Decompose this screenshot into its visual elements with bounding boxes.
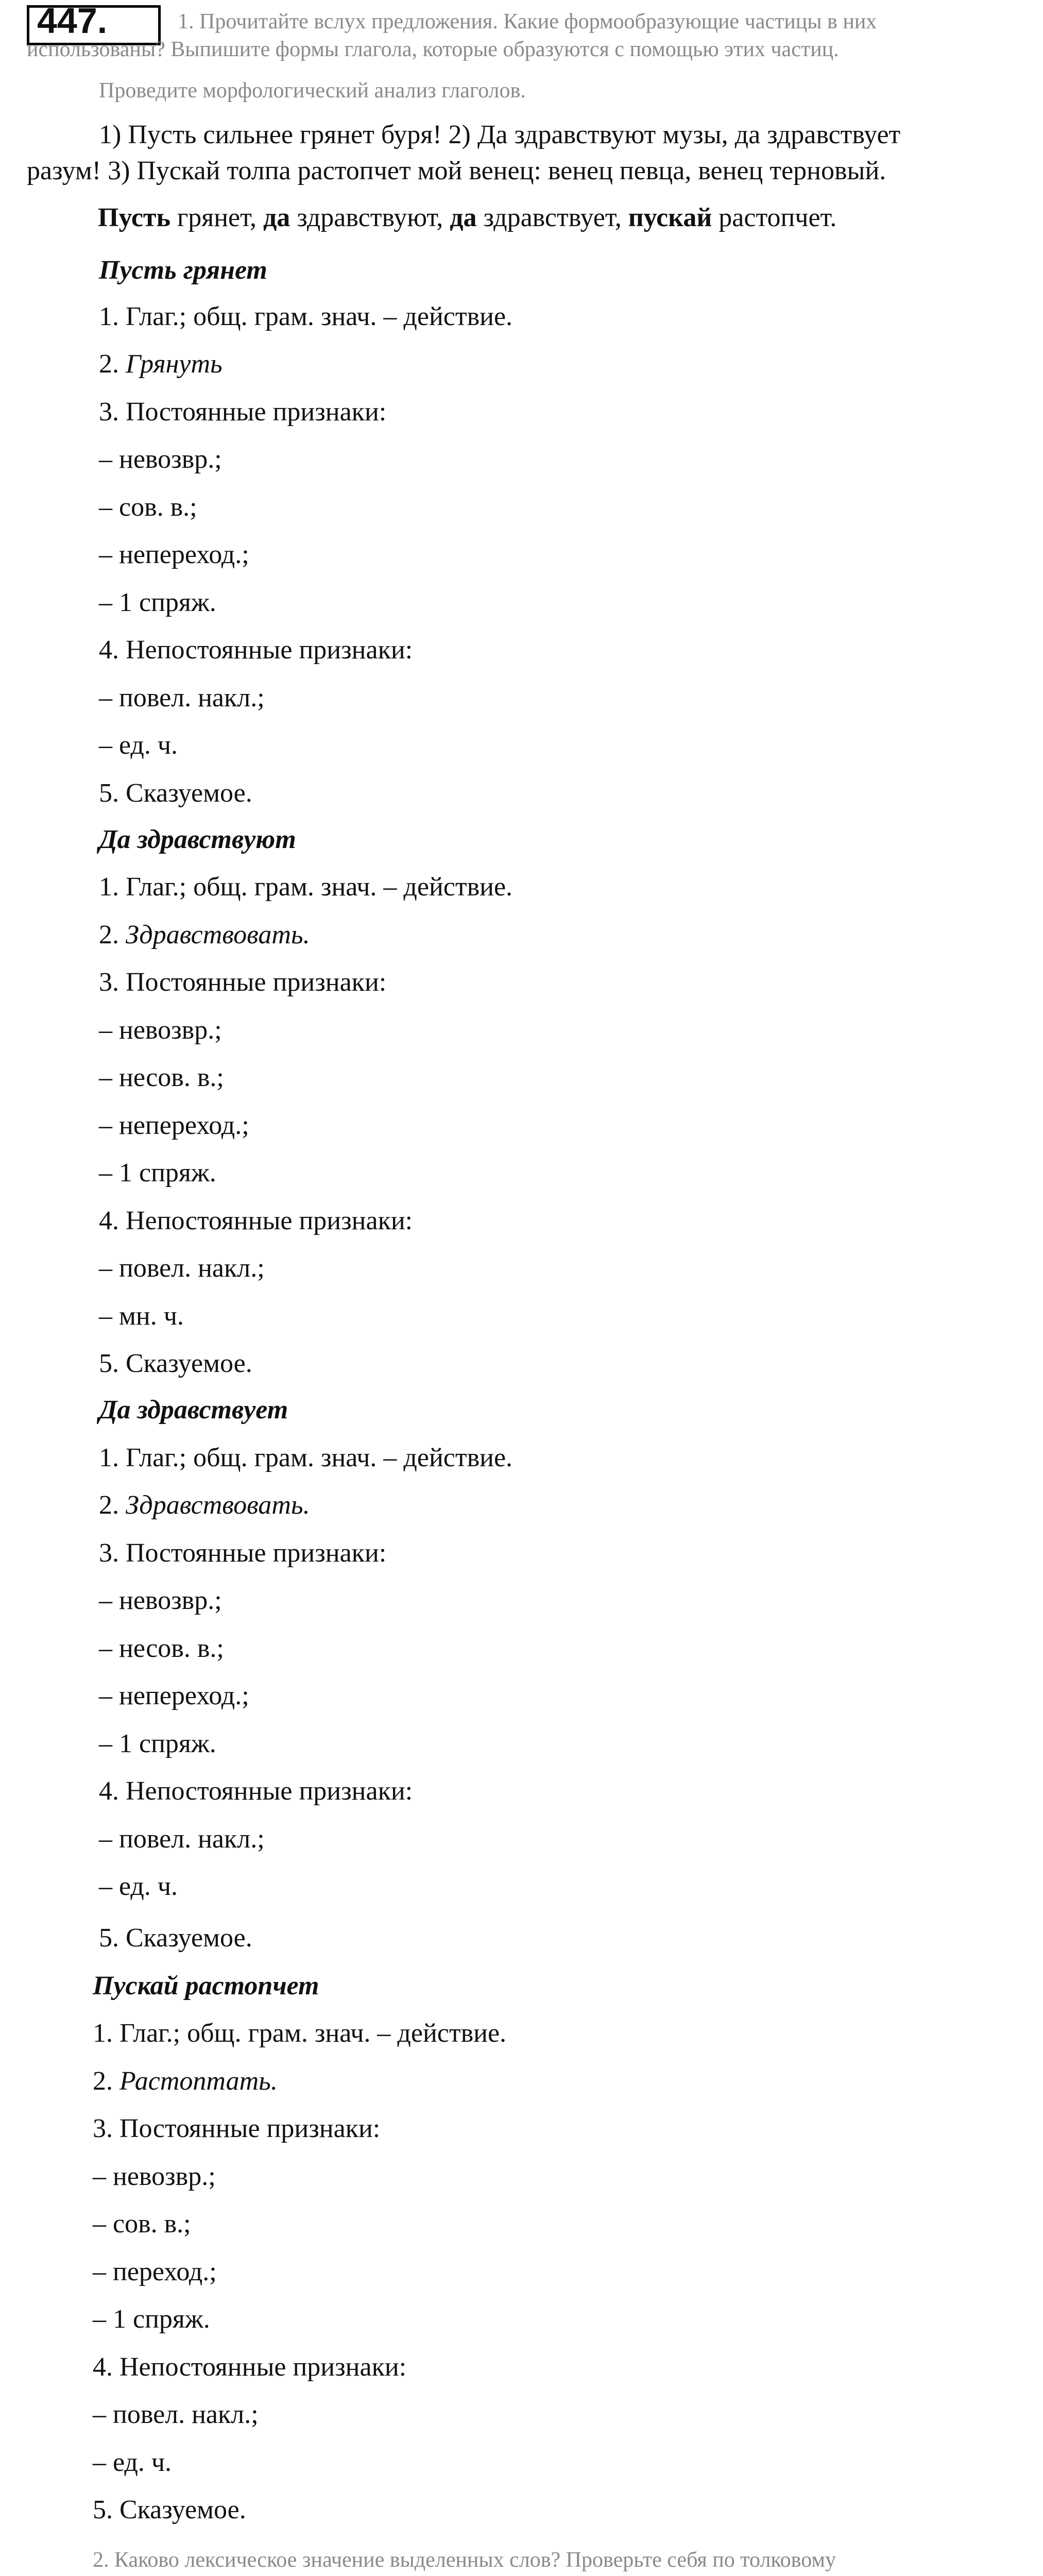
form-text-3: здравствует, <box>476 203 628 232</box>
analysis-line: – невозвр.; <box>99 445 222 474</box>
analysis-line: – невозвр.; <box>93 2162 216 2191</box>
analysis-line: 2. Здравствовать. <box>99 1490 310 1520</box>
form-text-4: растопчет. <box>712 203 837 232</box>
analysis-line: 2. Грянуть <box>99 349 223 379</box>
analysis-line: 1. Глаг.; общ. грам. знач. – действие. <box>99 1443 513 1472</box>
analysis-heading: Да здравствуют <box>99 825 296 854</box>
particle-da-1: да <box>263 203 290 232</box>
analysis-line: – 1 спряж. <box>99 588 216 617</box>
analysis-heading: Пускай растопчет <box>93 1971 319 2001</box>
analysis-line: 2. Здравствовать. <box>99 920 310 950</box>
form-text-2: здравствуют, <box>290 203 450 232</box>
analysis-line: – невозвр.; <box>99 1586 222 1615</box>
analysis-line: – переход.; <box>93 2257 217 2286</box>
analysis-line: 4. Непостоянные признаки: <box>93 2352 407 2382</box>
analysis-heading: Пусть грянет <box>99 256 267 285</box>
analysis-line: – мн. ч. <box>99 1301 184 1331</box>
particle-forms-line <box>98 202 836 233</box>
analysis-line: 3. Постоянные признаки: <box>99 968 387 997</box>
analysis-line: – непереход.; <box>99 1681 249 1710</box>
particle-puskay: пускай <box>628 203 712 232</box>
analysis-line: – непереход.; <box>99 1111 249 1140</box>
analysis-line: – ед. ч. <box>99 731 178 760</box>
analysis-line: – повел. накл.; <box>99 1253 265 1283</box>
analysis-line: – ед. ч. <box>93 2448 172 2477</box>
analysis-line: – 1 спряж. <box>93 2304 210 2334</box>
sentences-line2: разум! 3) Пускай толпа растопчет мой венец: венец певца, венец терновый. <box>27 156 886 185</box>
analysis-line: – 1 спряж. <box>99 1158 216 1188</box>
analysis-line: 4. Непостоянные признаки: <box>99 1206 413 1235</box>
analysis-line: 3. Постоянные признаки: <box>99 1538 387 1568</box>
analysis-line: 5. Сказуемое. <box>99 1349 252 1378</box>
exercise-number: 447. <box>37 1 108 41</box>
particle-da-2: да <box>450 203 477 232</box>
analysis-line: 1. Глаг.; общ. грам. знач. – действие. <box>99 872 513 902</box>
task1-line1: 1. Прочитайте вслух предложения. Какие формообразующие частицы в них <box>178 10 877 33</box>
analysis-line: – непереход.; <box>99 540 249 569</box>
analysis-line: 1. Глаг.; общ. грам. знач. – действие. <box>99 302 513 331</box>
analysis-line: – невозвр.; <box>99 1015 222 1045</box>
analysis-line: – 1 спряж. <box>99 1729 216 1758</box>
particle-pust: Пусть <box>98 203 170 232</box>
analysis-line: 4. Непостоянные признаки: <box>99 635 413 665</box>
analysis-line: – сов. в.; <box>99 493 197 522</box>
analysis-line: – несов. в.; <box>99 1634 224 1663</box>
analysis-line: – сов. в.; <box>93 2209 191 2239</box>
analysis-line: 4. Непостоянные признаки: <box>99 1776 413 1806</box>
analysis-heading: Да здравствует <box>99 1395 288 1425</box>
sentences-line1: 1) Пусть сильнее грянет буря! 2) Да здравствуют музы, да здравствует <box>99 120 901 149</box>
analysis-line: – повел. накл.; <box>99 1824 265 1854</box>
analysis-line: 5. Сказуемое. <box>93 2495 246 2524</box>
analysis-line: – повел. накл.; <box>99 683 265 713</box>
analysis-line: 5. Сказуемое. <box>99 778 252 808</box>
task2-line1: 2. Каково лексическое значение выделенных слов? Проверьте себя по толковому <box>93 2548 836 2572</box>
analysis-line: – ед. ч. <box>99 1872 178 1901</box>
analysis-line: 2. Растоптать. <box>93 2066 278 2096</box>
analysis-line: 3. Постоянные признаки: <box>99 397 387 427</box>
analysis-line: 3. Постоянные признаки: <box>93 2114 381 2143</box>
analysis-line: 1. Глаг.; общ. грам. знач. – действие. <box>93 2019 507 2048</box>
analysis-line: 5. Сказуемое. <box>99 1923 252 1953</box>
analysis-line: – повел. накл.; <box>93 2400 259 2429</box>
task1-line3: Проведите морфологический анализ глаголов. <box>99 79 526 103</box>
form-text-1: грянет, <box>170 203 263 232</box>
analysis-line: – несов. в.; <box>99 1063 224 1092</box>
task1-line2: использованы? Выпишите формы глагола, которые образуются с помощью этих частиц. <box>27 38 839 61</box>
